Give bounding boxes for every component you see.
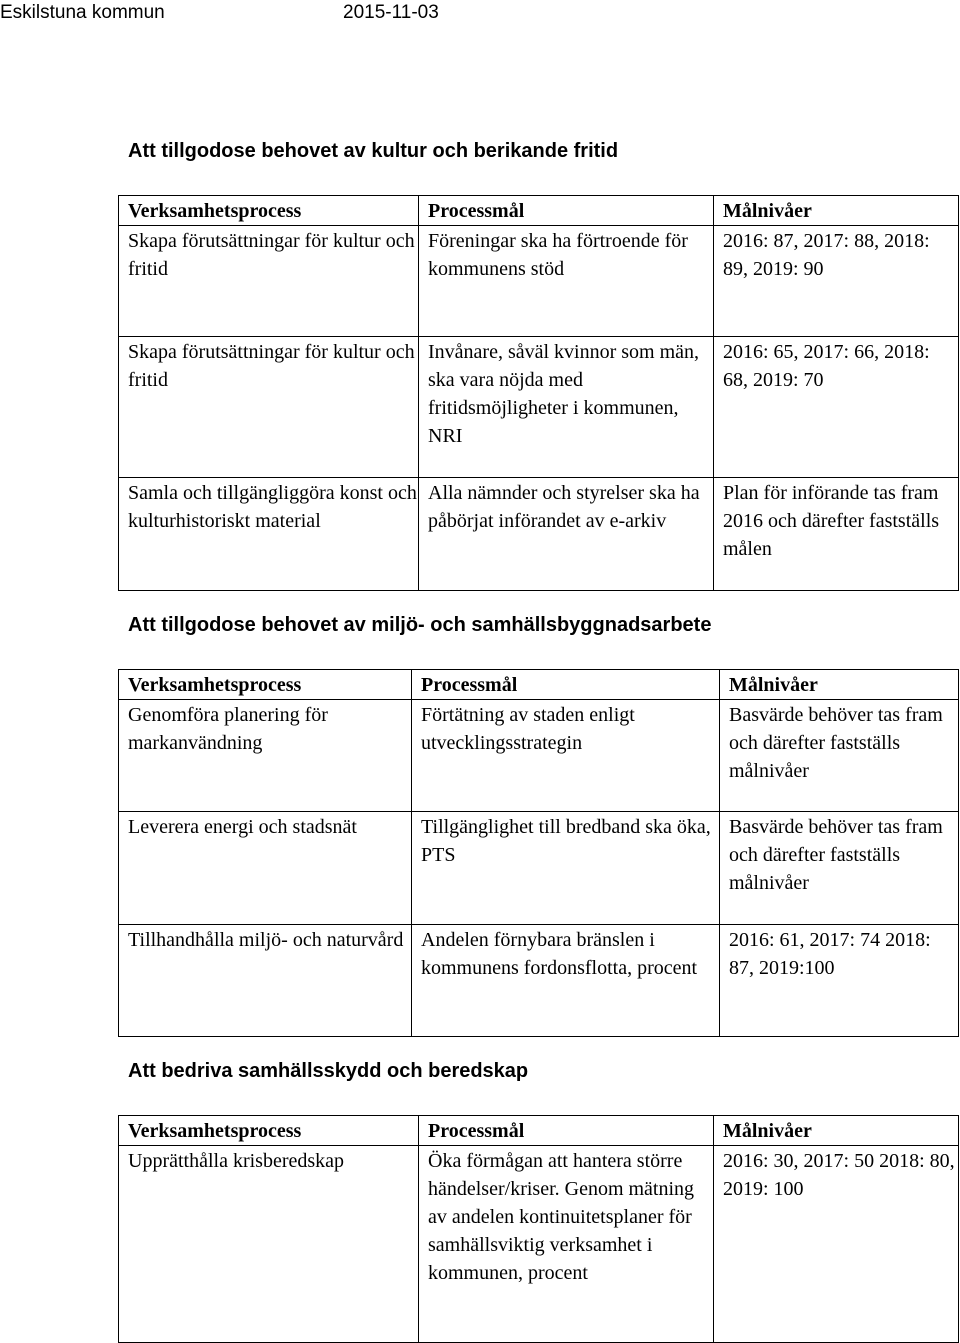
- column-header: Verksamhetsprocess: [119, 670, 412, 700]
- section-title-culture: Att tillgodose behovet av kultur och berikande fritid: [128, 140, 619, 162]
- table-cell: Samla och tillgängliggöra konst och kulturhistoriskt material: [119, 478, 419, 591]
- table-cell: Basvärde behöver tas fram och därefter fastställs målnivåer: [720, 700, 959, 812]
- table-culture: [118, 195, 959, 591]
- table-row: [119, 226, 959, 337]
- table-row: [119, 812, 959, 925]
- table-cell: Upprätthålla krisberedskap: [119, 1146, 419, 1343]
- table-row: [119, 1146, 959, 1343]
- table-row: [119, 337, 959, 478]
- table-cell: Invånare, såväl kvinnor som män, ska vara nöjda med fritidsmöjligheter i kommunen, NRI: [419, 337, 714, 478]
- table-header-row: [119, 196, 959, 226]
- table-row: [119, 700, 959, 812]
- table-header-row: [119, 1116, 959, 1146]
- table-cell: Skapa förutsättningar för kultur och fritid: [119, 337, 419, 478]
- table-cell: Tillhandhålla miljö- och naturvård: [119, 925, 412, 1037]
- table-environment: [118, 669, 959, 1037]
- table-cell: Leverera energi och stadsnät: [119, 812, 412, 925]
- column-header: Målnivåer: [720, 670, 959, 700]
- table-cell: Öka förmågan att hantera större händelser/kriser. Genom mätning av andelen kontinuitetsplaner för samhällsviktig verksamhet i kommunen, procent: [419, 1146, 714, 1343]
- table-cell: Alla nämnder och styrelser ska ha påbörjat införandet av e-arkiv: [419, 478, 714, 591]
- table-cell: Förtätning av staden enligt utvecklingsstrategin: [412, 700, 720, 812]
- column-header: Verksamhetsprocess: [119, 196, 419, 226]
- table-row: [119, 925, 959, 1037]
- table-cell: 2016: 65, 2017: 66, 2018: 68, 2019: 70: [714, 337, 959, 478]
- table-cell: Skapa förutsättningar för kultur och fritid: [119, 226, 419, 337]
- table-cell: Andelen förnybara bränslen i kommunens fordonsflotta, procent: [412, 925, 720, 1037]
- column-header: Målnivåer: [714, 1116, 959, 1146]
- header-organization: Eskilstuna kommun: [0, 2, 165, 23]
- table-cell: 2016: 61, 2017: 74 2018: 87, 2019:100: [720, 925, 959, 1037]
- header-date: 2015-11-03: [343, 2, 439, 23]
- table-cell: Basvärde behöver tas fram och därefter fastställs målnivåer: [720, 812, 959, 925]
- table-header-row: [119, 670, 959, 700]
- table-cell: Tillgänglighet till bredband ska öka, PTS: [412, 812, 720, 925]
- table-row: [119, 478, 959, 591]
- section-title-civil-protection: Att bedriva samhällsskydd och beredskap: [128, 1060, 529, 1082]
- column-header: Målnivåer: [714, 196, 959, 226]
- column-header: Processmål: [419, 196, 714, 226]
- column-header: Processmål: [412, 670, 720, 700]
- section-title-environment: Att tillgodose behovet av miljö- och samhällsbyggnadsarbete: [128, 614, 712, 636]
- column-header: Processmål: [419, 1116, 714, 1146]
- table-cell: Föreningar ska ha förtroende för kommunens stöd: [419, 226, 714, 337]
- column-header: Verksamhetsprocess: [119, 1116, 419, 1146]
- table-civil-protection: [118, 1115, 959, 1343]
- table-cell: 2016: 30, 2017: 50 2018: 80, 2019: 100: [714, 1146, 959, 1343]
- table-cell: 2016: 87, 2017: 88, 2018: 89, 2019: 90: [714, 226, 959, 337]
- table-cell: Plan för införande tas fram 2016 och därefter fastställs målen: [714, 478, 959, 591]
- table-cell: Genomföra planering för markanvändning: [119, 700, 412, 812]
- page-header: [0, 0, 960, 30]
